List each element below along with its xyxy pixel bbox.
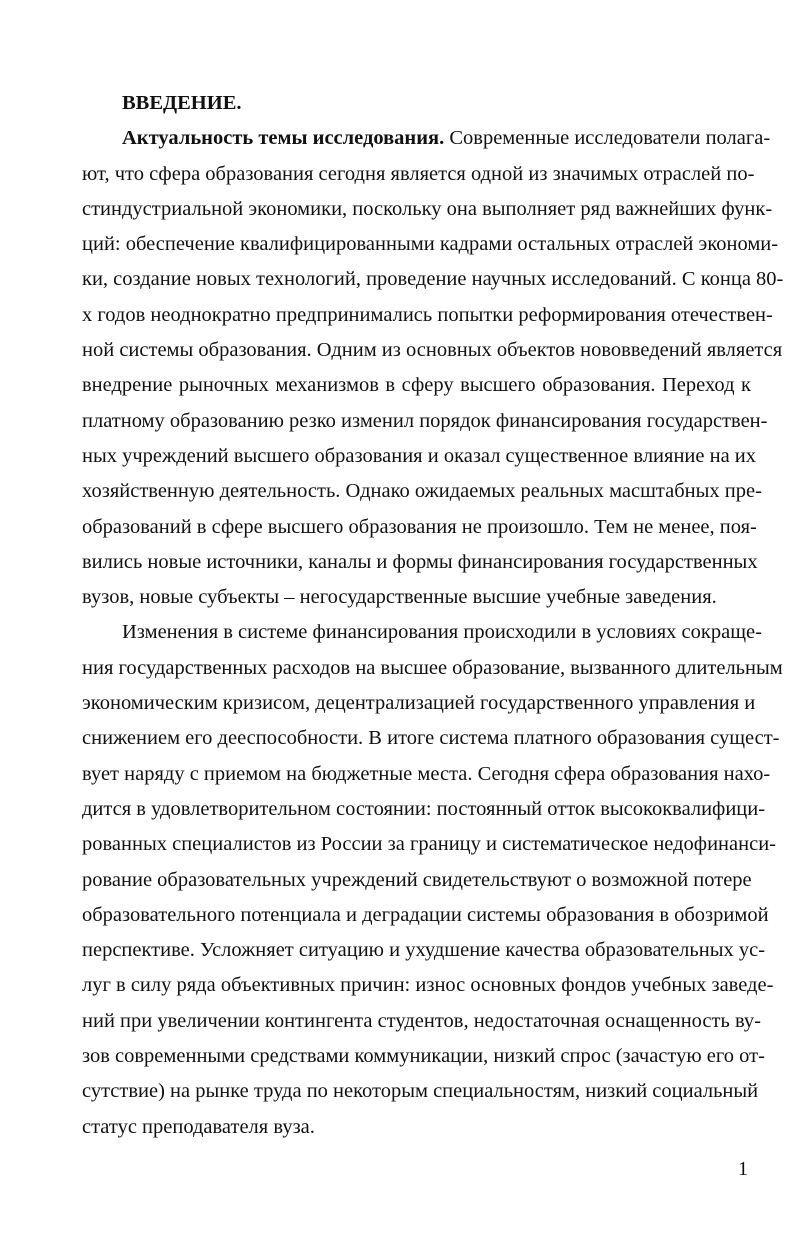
paragraph-line: х годов неоднократно предпринимались попытки реформирования отечествен-: [82, 303, 773, 326]
paragraph-line: перспективе. Усложняет ситуацию и ухудшение качества образовательных ус-: [82, 939, 766, 962]
page-number: 1: [738, 1158, 748, 1180]
paragraph-line: вует наряду с приемом на бюджетные места. Сегодня сфера образования нахо-: [82, 762, 771, 785]
paragraph-line: образовательного потенциала и деградации системы образования в обозримой: [82, 903, 769, 926]
paragraph-line: ных учреждений высшего образования и оказал существенное влияние на их: [82, 444, 757, 467]
paragraph-line: дится в удовлетворительном состоянии: постоянный отток высококвалифици-: [82, 797, 766, 820]
paragraph-line: ций: обеспечение квалифицированными кадрами остальных отраслей экономи-: [82, 233, 779, 256]
paragraph-line: сутствие) на рынке труда по некоторым специальностям, низкий социальный: [82, 1080, 759, 1103]
paragraph-line: внедрение рыночных механизмов в сферу высшего образования. Переход к: [82, 374, 751, 397]
paragraph-line: хозяйственную деятельность. Однако ожидаемых реальных масштабных пре-: [82, 480, 762, 503]
paragraph-line: ной системы образования. Одним из основных объектов нововведений является: [82, 339, 783, 362]
paragraph-line: экономическим кризисом, децентрализацией государственного управления и: [82, 692, 756, 715]
paragraph-line: вузов, новые субъекты – негосударственные высшие учебные заведения.: [82, 586, 717, 609]
paragraph-line: ки, создание новых технологий, проведение научных исследований. С конца 80-: [82, 268, 784, 291]
paragraph-line: ний при увеличении контингента студентов, недостаточная оснащенность ву-: [82, 1009, 762, 1032]
paragraph-line: ют, что сфера образования сегодня является одной из значимых отраслей по-: [82, 162, 755, 185]
paragraph-line: луг в силу ряда объективных причин: износ основных фондов учебных заведе-: [82, 974, 774, 997]
paragraph-line: Актуальность темы исследования. Современные исследователи полага-: [122, 127, 771, 150]
lead-bold-phrase: Актуальность темы исследования.: [122, 127, 445, 150]
paragraph-line: зов современными средствами коммуникации, низкий спрос (зачастую его от-: [82, 1045, 765, 1068]
paragraph-line: образований в сфере высшего образования не произошло. Тем не менее, поя-: [82, 515, 757, 538]
paragraph-line: снижением его дееспособности. В итоге система платного образования сущест-: [82, 727, 780, 750]
paragraph-line: ния государственных расходов на высшее образование, вызванного длительным: [82, 656, 783, 679]
document-body: [82, 86, 784, 1145]
paragraph-line: платному образованию резко изменил порядок финансирования государствен-: [82, 409, 768, 432]
section-heading: ВВЕДЕНИЕ.: [122, 92, 242, 114]
paragraph-line: статус преподавателя вуза.: [82, 1115, 315, 1138]
paragraph-line: Изменения в системе финансирования происходили в условиях сокраще-: [122, 621, 762, 644]
paragraph-line: стиндустриальной экономики, поскольку она выполняет ряд важнейших функ-: [82, 197, 773, 220]
paragraph-line: рование образовательных учреждений свидетельствуют о возможной потере: [82, 868, 752, 891]
paragraph-line: вились новые источники, каналы и формы финансирования государственных: [82, 550, 758, 573]
paragraph-line: рованных специалистов из России за границу и систематическое недофинанси-: [82, 833, 776, 856]
